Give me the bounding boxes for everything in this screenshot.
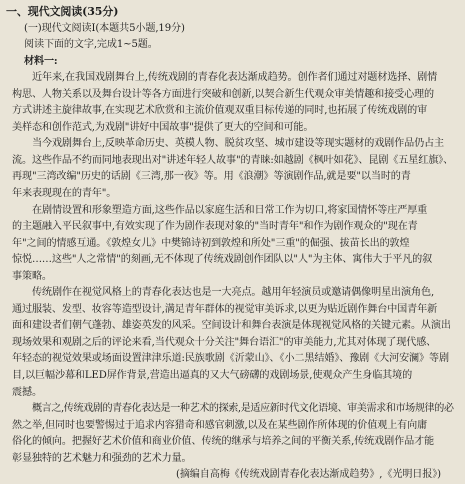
text-line: 俗化的倾向。把握好艺术价值和商业价值、传统的继承与培养之间的平衡关系,传统戏剧作品才能 (12, 436, 434, 448)
text-line: 在剧情设置和形象塑造方面,这些作品以家庭生活和日常工作为切口,将家国情怀等庄严厚重 (32, 204, 428, 216)
text-line: 目,以巨幅沙幕和LED屏作背景,营造出逼真的又大气磅礴的戏剧场景,使观众产生身临其境的 (12, 370, 413, 382)
text-line: 年轻态的视觉效果或场面设置津津乐道:民族歌剧《沂蒙山》、《小二黑结婚》、豫剧《大河安澜》等剧 (12, 353, 449, 365)
text-line: 的主题融入平民叙事中,有效实现了作为剧作表现对象的"当时青年"和作为剧作观众的"现在青 (12, 221, 418, 233)
text-line: 再现"三湾改编"历史的话剧《三湾,那一夜》等。用《浪潮》等演剧作品,就是要"以当时的青 (12, 171, 411, 183)
text-line: 年来表现现在的青年"。 (12, 188, 117, 200)
text-line: 近年来,在我国戏剧舞台上,传统戏剧的青春化表达渐成趋势。创作者们通过对题材选择、剧情 (32, 72, 438, 84)
section-title: 一、现代文阅读(35分) (6, 5, 119, 18)
text-line: 当今戏剧舞台上,反映革命历史、英模人物、脱贫攻坚、城市建设等现实题材的戏剧作品仍占主 (32, 138, 445, 150)
text-line: 彰显独特的艺术魅力和强劲的艺术力量。 (12, 452, 192, 464)
text-line: 事策略。 (12, 270, 52, 282)
text-line: 构思、人物关系以及舞台设计等各方面进行突破和创新,以契合新生代观众审美情趣和接受心理的 (12, 88, 434, 100)
text-line: 方式讲述主旋律故事,在实现艺术欣赏和主流价值观双重目标传递的同时,也拓展了传统戏剧的审 (12, 105, 428, 117)
source-citation: (摘编自高梅《传统戏剧青春化表达渐成趋势》,《光明日报》) (176, 469, 441, 481)
instruction: 阅读下面的文字,完成1~5题。 (24, 39, 158, 51)
paragraph-3 (12, 203, 455, 286)
material-label: 材料一: (24, 55, 58, 67)
text-line: 现场效果和观剧之后的评论来看,当代观众十分关注"舞台语汇"的审美能力,尤其对体现了现代感、 (12, 336, 437, 348)
text-line: 传统剧作在视觉风格上的青春化表达也是一大亮点。越用年轻演员或邀请偶像明星出演角色, (32, 287, 435, 299)
text-line: 流。这些作品不约而同地表现出对"讲述年轻人故事"的青睐:如越剧《枫叶如花》、昆剧《五星红旗》、 (12, 154, 454, 166)
paragraph-4 (12, 285, 455, 401)
paragraph-5 (12, 401, 455, 467)
text-line: 年"之间的情感互通。《敦煌女儿》中樊锦诗初到敦煌和所处"三重"的倔强、拔苗长出的敦煌 (12, 237, 410, 249)
text-line: 通过服装、发型、妆容等造型设计,满足青年群体的视觉审美诉求,以更为贴近剧作舞台中国青年新 (12, 303, 438, 315)
text-line: 惊悦……这些"人之常情"的刻画,无不体现了传统戏剧创作团队以"人"为主体、寓伟大于平凡的叙 (12, 254, 433, 266)
text-line: 概言之,传统戏剧的青春化表达是一种艺术的探索,是适应新时代文化语境、审美需求和市场规律的必 (32, 403, 454, 415)
paragraph-2 (12, 136, 455, 202)
subsection-title: (一)现代文阅读Ⅰ(本题共5小题,19分) (24, 22, 185, 34)
paragraph-1 (12, 70, 455, 136)
text-line: 面和建设者们朝气蓬勃、雄姿英发的风采。空间设计和舞台表演是体现视觉风格的关键元素。从演出 (12, 320, 451, 332)
text-line: 震撼。 (12, 386, 42, 398)
text-line: 美样态和创作范式,为戏剧"讲好中国故事"提供了更大的空间和可能。 (12, 121, 314, 133)
text-line: 然之举,但同时也要警惕过于追求内容猎奇和感官刺激,以及在某些剧作所体现的价值观上有向庸 (12, 419, 428, 431)
